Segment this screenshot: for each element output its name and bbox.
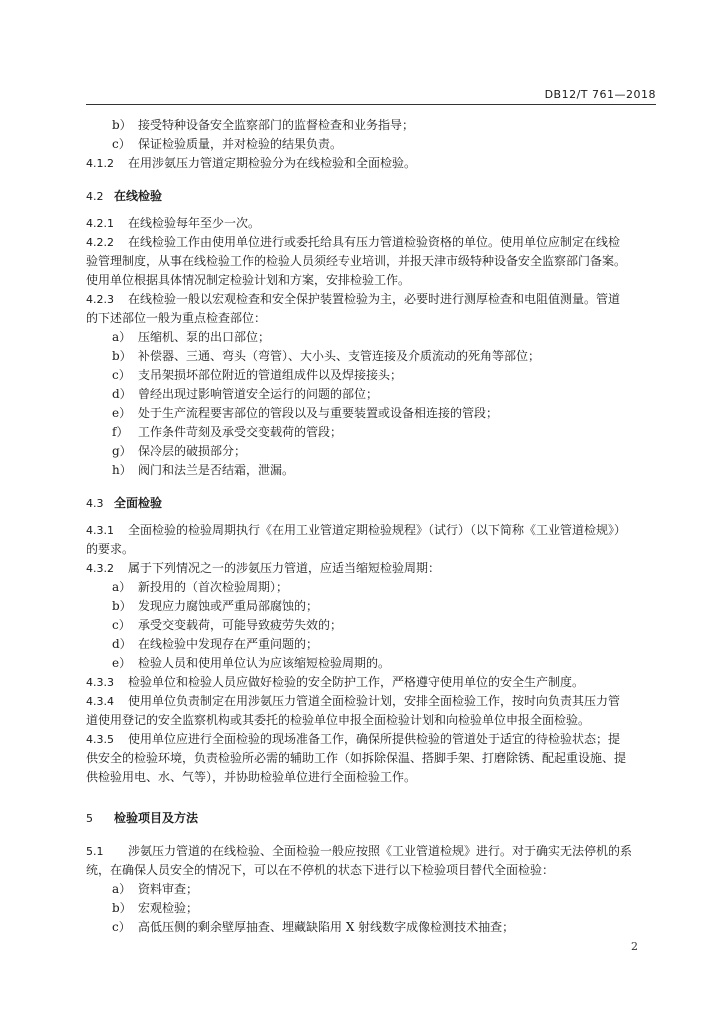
list-text: 阀门和法兰是否结霜，泄漏。 [138,463,295,477]
list-mark: d） [112,637,132,651]
list-text: 在线检验中发现存在严重问题的； [138,637,319,651]
list-item [86,366,654,385]
list-item [86,442,654,461]
list-item [86,116,654,135]
list-item [86,578,654,597]
list-item [86,328,654,347]
section-heading-4-2 [86,187,654,206]
list-item [86,918,654,937]
list-text: 接受特种设备安全监察部门的监督检查和业务指导； [138,118,415,132]
list-text: 压缩机、泵的出口部位； [138,330,271,344]
list-text: 保证检验质量，并对检验的结果负责。 [138,137,343,151]
page-number: 2 [631,940,638,953]
list-mark: f） [112,425,129,439]
clause-text: 在线检验一般以宏观检查和安全保护装置检验为主，必要时进行测厚检查和电阻值测量。管道 [128,292,621,306]
list-item [86,597,654,616]
clause-continuation: 供检验用电、水、气等），并协助检验单位进行全面检验工作。 [86,770,417,784]
clause-continuation: 的下述部位一般为重点检查部位： [86,311,267,325]
clause-4-2-1 [86,214,654,233]
list-mark: b） [112,599,132,613]
list-mark: c） [112,618,131,632]
list-text: 曾经出现过影响管道安全运行的问题的部位； [138,387,379,401]
clause-text: 检验单位和检验人员应做好检验的安全防护工作，严格遵守使用单位的安全生产制度。 [128,675,585,689]
list-mark: e） [112,656,132,670]
list-item [86,135,654,154]
list-item [86,461,654,480]
list-text: 保冷层的破损部分； [138,444,247,458]
clause-4-2-2 [86,233,654,252]
list-text: 高低压侧的剩余壁厚抽查、埋藏缺陷用 X 射线数字成像检测技术抽查； [138,920,515,934]
list-item [86,880,654,899]
clause-continuation: 供安全的检验环境，负责检验所必需的辅助工作（如拆除保温、搭脚手架、打磨除锈、配起重设施、提 [86,751,627,765]
section-heading-4-3 [86,494,654,513]
clause-5-1 [86,842,654,861]
clause-number: 4.2.2 [86,236,114,249]
list-text: 承受交变载荷，可能导致疲劳失效的； [138,618,343,632]
list-mark: a） [112,580,132,594]
clause-continuation: 验管理制度，从事在线检验工作的检验人员须经专业培训，并报天津市级特种设备安全监察部门备案。 [86,254,627,268]
list-item [86,404,654,423]
list-text: 新投用的（首次检验周期）； [138,580,289,594]
list-item [86,347,654,366]
clause-number: 4.3.4 [86,695,114,708]
list-text: 检验人员和使用单位认为应该缩短检验周期的。 [138,656,391,670]
clause-text: 在用涉氨压力管道定期检验分为在线检验和全面检验。 [128,156,417,170]
clause-text: 使用单位负责制定在用涉氨压力管道全面检验计划，安排全面检验工作，按时向负责其压力管 [128,694,621,708]
clause-4-3-3 [86,673,654,692]
list-text: 支吊架损坏部位附近的管道组成件以及焊接接头； [138,368,403,382]
list-item [86,635,654,654]
clause-number: 4.3.5 [86,733,114,746]
clause-4-3-1 [86,521,654,540]
list-text: 处于生产流程要害部位的管段以及与重要装置或设备相连接的管段； [138,406,499,420]
clause-continuation: 的要求。 [86,542,135,556]
list-mark: h） [112,463,132,477]
list-text: 宏观检验； [138,901,199,915]
clause-continuation: 道使用登记的安全监察机构或其委托的检验单位申报全面检验计划和向检验单位申报全面检验。 [86,713,591,727]
heading-text: 在线检验 [114,189,163,203]
clause-number: 4.2.1 [86,217,114,230]
clause-number: 4.3.2 [86,562,114,575]
clause-text: 属于下列情况之一的涉氨压力管道，应适当缩短检验周期： [128,561,441,575]
clause-text: 在线检验工作由使用单位进行或委托给具有压力管道检验资格的单位。使用单位应制定在线检 [128,235,621,249]
document-body [86,116,654,937]
header-rule [86,104,656,105]
list-mark: g） [112,444,132,458]
clause-number: 4.2.3 [86,293,114,306]
list-mark: a） [112,330,132,344]
list-text: 补偿器、三通、弯头（弯管）、大小头、支管连接及介质流动的死角等部位； [138,349,541,363]
clause-4-3-2 [86,559,654,578]
list-text: 资料审查； [138,882,199,896]
list-item [86,654,654,673]
clause-continuation: 统，在确保人员安全的情况下，可以在不停机的状态下进行以下检验项目替代全面检验： [86,863,555,877]
list-mark: e） [112,406,132,420]
heading-number: 5 [86,812,93,825]
list-mark: b） [112,118,132,132]
clause-continuation: 使用单位根据具体情况制定检验计划和方案，安排检验工作。 [86,273,411,287]
heading-text: 检验项目及方法 [114,811,199,825]
clause-text: 使用单位应进行全面检验的现场准备工作，确保所提供检验的管道处于适宜的待检验状态；提 [128,732,621,746]
clause-4-3-5 [86,730,654,749]
list-mark: b） [112,901,132,915]
clause-number: 4.3.3 [86,676,114,689]
list-mark: b） [112,349,132,363]
clause-number: 4.3.1 [86,524,114,537]
standard-code: DB12/T 761—2018 [544,88,656,101]
section-heading-5 [86,809,654,828]
clause-text: 全面检验的检验周期执行《在用工业管道定期检验规程》（试行）（以下简称《工业管道检规》） [128,523,627,537]
list-mark: c） [112,137,131,151]
clause-text: 涉氨压力管道的在线检验、全面检验一般应按照《工业管道检规》进行。对于确实无法停机的系 [128,844,633,858]
clause-number: 4.1.2 [86,157,114,170]
list-mark: a） [112,882,132,896]
clause-4-2-3 [86,290,654,309]
clause-text: 在线检验每年至少一次。 [128,216,261,230]
list-mark: c） [112,920,131,934]
clause-4-3-4 [86,692,654,711]
list-item [86,899,654,918]
list-item [86,385,654,404]
list-mark: d） [112,387,132,401]
list-item [86,423,654,442]
heading-text: 全面检验 [114,496,163,510]
list-item [86,616,654,635]
list-text: 工作条件苛刻及承受交变载荷的管段； [138,425,343,439]
list-mark: c） [112,368,131,382]
clause-4-1-2 [86,154,654,173]
heading-number: 4.2 [86,190,104,203]
list-text: 发现应力腐蚀或严重局部腐蚀的； [138,599,319,613]
heading-number: 4.3 [86,497,104,510]
clause-number: 5.1 [86,845,104,858]
